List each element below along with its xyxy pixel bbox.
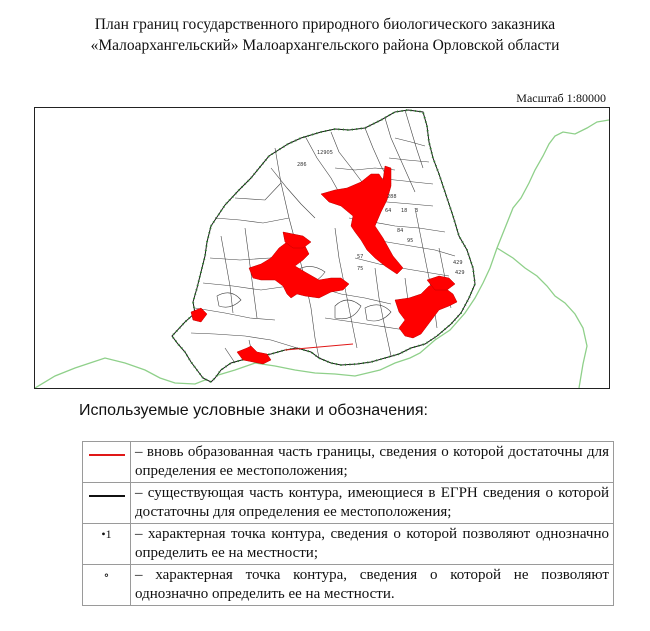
page-title <box>0 14 650 56</box>
legend-caption: Используемые условные знаки и обозначения: <box>79 402 428 419</box>
legend-row <box>83 524 614 565</box>
black-line-icon <box>89 495 125 497</box>
legend-text: – вновь образованная часть границы, сведения о которой достаточны для определения ее местоположения; <box>131 442 614 483</box>
parcel-label: 18 <box>401 208 408 214</box>
map-view[interactable] <box>34 107 610 389</box>
legend-symbol-circle <box>83 565 131 606</box>
title-line-2: «Малоархангельский» Малоархангельского района Орловской области <box>90 37 560 54</box>
point-dot-icon: •1 <box>101 527 112 541</box>
legend-symbol-dot <box>83 524 131 565</box>
legend-symbol-black-line <box>83 483 131 524</box>
parcel-label: 429 <box>455 270 465 276</box>
parcel-label: 3 <box>415 208 419 214</box>
legend-row <box>83 483 614 524</box>
parcel-label: 75 <box>357 266 364 272</box>
red-line-icon <box>89 454 125 456</box>
scale-label: Масштаб 1:80000 <box>516 91 606 105</box>
parcel-label: 286 <box>297 162 307 168</box>
parcel-label: 12905 <box>317 150 333 156</box>
title-line-1: План границ государственного природного биологического заказника <box>94 16 556 33</box>
legend-row <box>83 565 614 606</box>
map-canvas <box>35 108 609 388</box>
legend-text: – характерная точка контура, сведения о которой не позволяют однозначно определить ее на местности. <box>131 565 614 606</box>
parcel-label: 64 <box>385 208 392 214</box>
legend-symbol-red-line <box>83 442 131 483</box>
parcel-label: 95 <box>407 238 414 244</box>
legend-text: – существующая часть контура, имеющиеся в ЕГРН сведения о которой достаточны для определения ее местоположения; <box>131 483 614 524</box>
parcel-label: 57 <box>357 254 364 260</box>
legend-table <box>82 441 614 606</box>
legend-text: – характерная точка контура, сведения о которой позволяют однозначно определить ее на местности; <box>131 524 614 565</box>
legend-row <box>83 442 614 483</box>
parcel-label: 429 <box>453 260 463 266</box>
district-boundary-2 <box>497 248 587 388</box>
hollow-circle-icon: ∘ <box>103 568 110 582</box>
parcel-label: 288 <box>387 194 397 200</box>
parcel-label: 84 <box>397 228 404 234</box>
